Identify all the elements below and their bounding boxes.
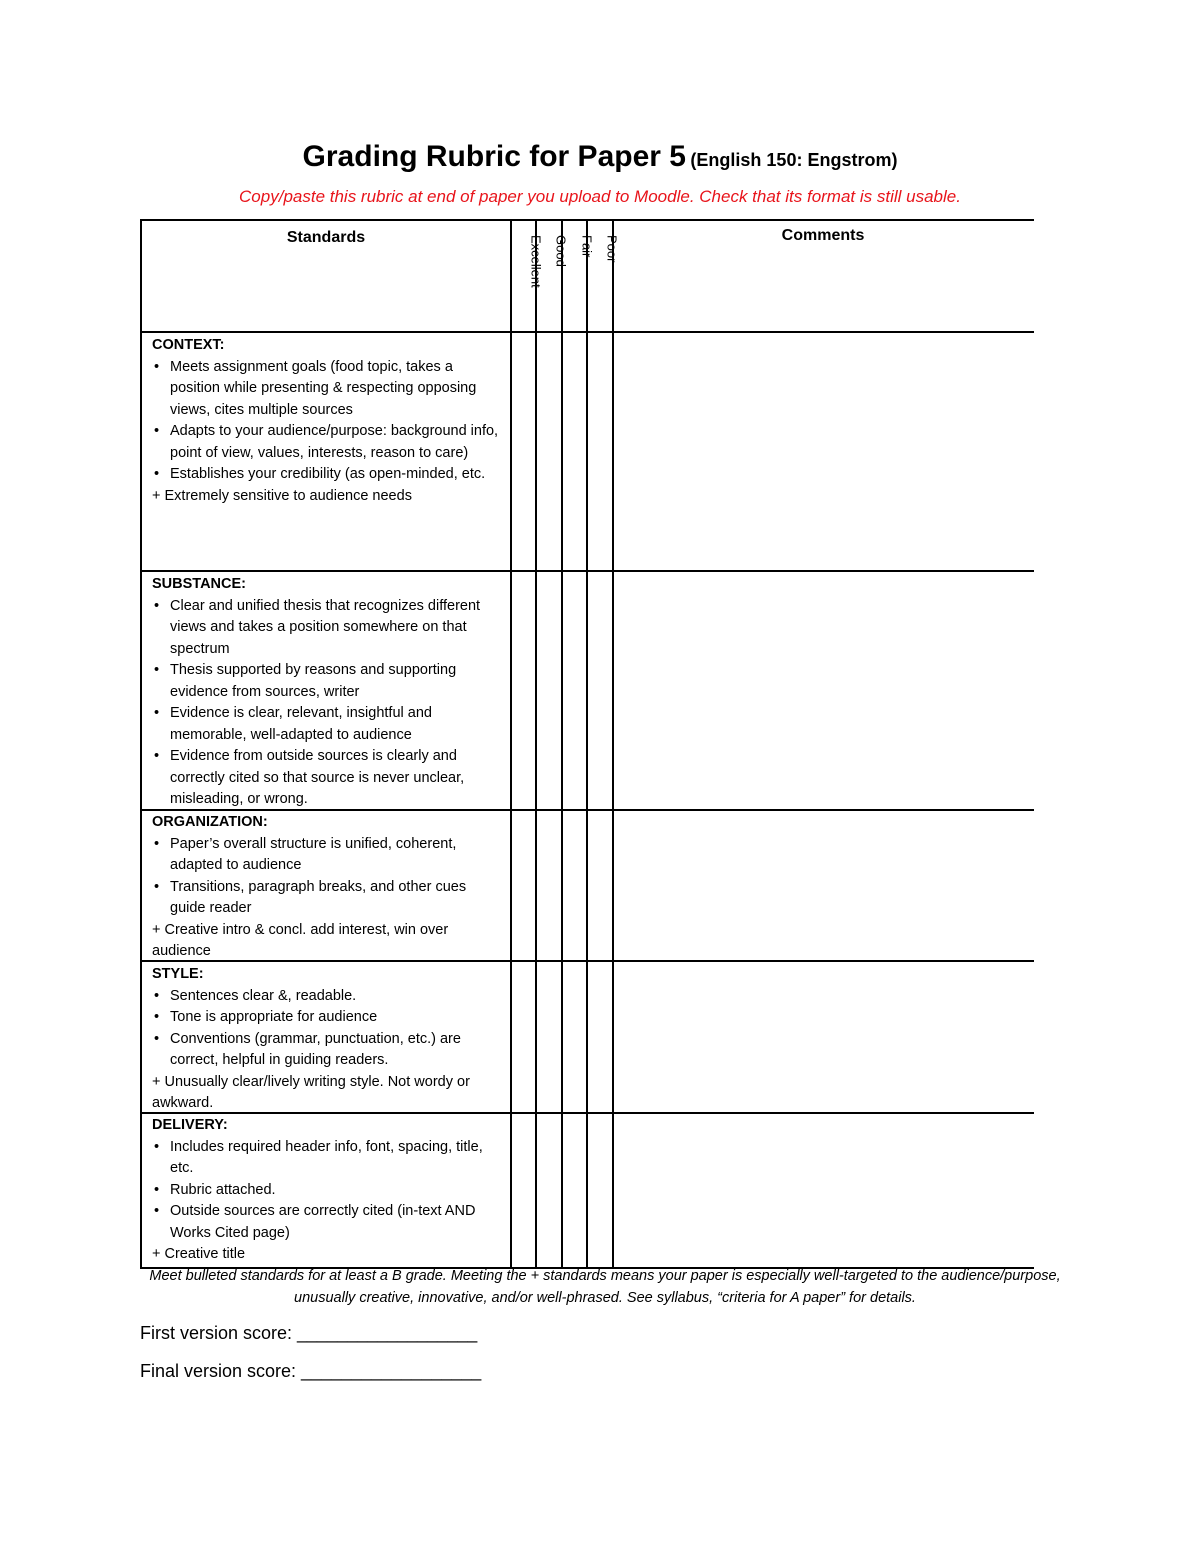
rating-header-excellent: Excellent [528, 235, 544, 288]
column-divider-poor [612, 221, 614, 1267]
plus-standard: + Extremely sensitive to audience needs [152, 487, 412, 504]
column-divider-good [561, 221, 563, 1267]
rubric-table [140, 219, 1034, 1269]
column-divider-standards [510, 221, 512, 1267]
list-item: • Evidence is clear, relevant, insightful and memorable, well-adapted to audience [152, 703, 504, 746]
list-item: • Rubric attached. [152, 1180, 504, 1202]
section-context [152, 335, 504, 507]
standards-header: Standards [286, 229, 366, 246]
course-subtitle: (English 150: Engstrom) [690, 150, 898, 170]
list-item: • Paper’s overall structure is unified, coherent, adapted to audience [152, 834, 504, 877]
list-item: • Meets assignment goals (food topic, takes a position while presenting & respecting opposing views, cites multiple sources [152, 357, 504, 422]
list-item: • Tone is appropriate for audience [152, 1007, 504, 1029]
section-substance [152, 574, 504, 811]
row-divider [142, 570, 1034, 572]
column-divider-excellent [535, 221, 537, 1267]
column-divider-fair [586, 221, 588, 1267]
section-label: SUBSTANCE: [152, 576, 246, 592]
grading-footnote: Meet bulleted standards for at least a B grade. Meeting the + standards means your paper is especially well-targeted to the audience/purpose, unusually creative, innovative, and/or well-phrased. See syllabus, “criteria for A paper” for details. [149, 1268, 1061, 1306]
section-organization [152, 812, 504, 963]
section-delivery [152, 1115, 504, 1266]
section-label: STYLE: [152, 966, 204, 982]
plus-standard: + Creative title [152, 1246, 246, 1262]
list-item: • Transitions, paragraph breaks, and other cues guide reader [152, 877, 504, 920]
section-label: DELIVERY: [152, 1117, 228, 1133]
page-title [0, 140, 1200, 174]
list-item: • Outside sources are correctly cited (in-text AND Works Cited page) [152, 1201, 504, 1244]
rubric-title: Grading Rubric for Paper 5 [302, 140, 686, 173]
comments-header: Comments [781, 227, 865, 244]
first-version-score: First version score: __________________ [140, 1323, 478, 1343]
plus-standard: + Creative intro & concl. add interest, win over audience [152, 921, 449, 959]
section-label: ORGANIZATION: [152, 814, 268, 830]
section-style [152, 964, 504, 1115]
rating-header-fair: Fair [579, 235, 595, 258]
list-item: • Adapts to your audience/purpose: background info, point of view, values, interests, reason to care) [152, 421, 504, 464]
section-label: CONTEXT: [152, 337, 225, 353]
list-item: • Clear and unified thesis that recognizes different views and takes a position somewhere on that spectrum [152, 596, 504, 661]
upload-instruction: Copy/paste this rubric at end of paper you upload to Moodle. Check that its format is still usable. [239, 187, 961, 206]
rating-header-good: Good [553, 235, 569, 267]
list-item: • Includes required header info, font, spacing, title, etc. [152, 1137, 504, 1180]
final-version-score: Final version score: __________________ [140, 1361, 482, 1381]
list-item: • Thesis supported by reasons and supporting evidence from sources, writer [152, 660, 504, 703]
list-item: • Evidence from outside sources is clearly and correctly cited so that source is never unclear, misleading, or wrong. [152, 746, 504, 811]
list-item: • Conventions (grammar, punctuation, etc.) are correct, helpful in guiding readers. [152, 1029, 504, 1072]
list-item: • Establishes your credibility (as open-minded, etc. [152, 464, 504, 486]
list-item: • Sentences clear &, readable. [152, 986, 504, 1008]
plus-standard: + Unusually clear/lively writing style. Not wordy or awkward. [152, 1073, 470, 1111]
rating-header-poor: Poor [604, 235, 620, 263]
